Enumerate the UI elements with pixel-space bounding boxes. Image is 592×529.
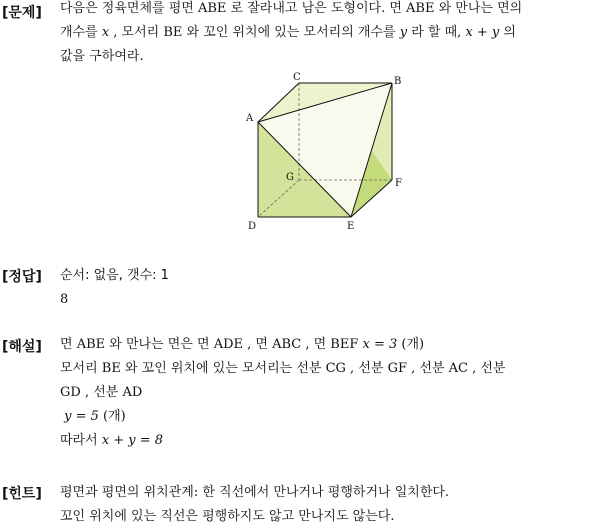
solution-line-5 [60,429,586,453]
problem-line-1: 다음은 정육면체를 평면 ABE 로 잘라내고 남은 도형이다. 면 ABE 와 만나는 면의 [60,1,523,16]
vertex-label-g: G [286,172,294,183]
solution-line-2: 모서리 BE 와 꼬인 위치에 있는 모서리는 선분 CG , 선분 GF , 선분 AC , 선분 [60,361,506,376]
vertex-label-e: E [347,221,355,232]
expr-x-plus-y: x + y [465,25,500,40]
vertex-label-d: D [248,221,257,232]
var-y: y [399,25,408,40]
vertex-label-f: F [395,178,402,189]
answer-line-1: 순서: 없음, 갯수: 1 [60,268,169,283]
problem-line-3: 값을 구하여라. [60,49,144,64]
expr-sum: x + y = 8 [101,433,164,448]
problem-text [60,0,586,69]
text-segment: 개수를 [60,25,102,40]
vertex-label-b: B [394,76,402,87]
hint-line-1: 평면과 평면의 위치관계: 한 직선에서 만나거나 평행하거나 일치한다. [60,485,450,500]
solution-text [60,333,586,453]
hint-line-2: 꼬인 위치에 있는 직선은 평행하지도 않고 만나지도 않는다. [60,509,395,524]
solution-line-3: GD , 선분 AD [60,385,143,400]
expr-x-equals: x = 3 [362,337,398,352]
text-segment: 라 할 때, [407,25,466,40]
solution-line-4 [60,405,586,429]
solution-label: [해설] [2,339,42,355]
answer-text [60,264,586,312]
answer-label: [정답] [2,269,42,285]
vertex-label-a: A [246,113,254,124]
solution-line-1 [60,333,586,357]
text-segment: 의 [499,25,516,40]
cut-cube-figure [240,70,410,235]
text-segment: (개) [397,337,425,352]
hint-label: [힌트] [2,486,42,502]
answer-line-2: 8 [60,292,69,307]
text-segment: 따라서 [60,433,102,448]
vertex-label-c: C [293,72,301,83]
hint-text [60,481,586,529]
text-segment: 면 ABE 와 만나는 면은 면 ADE , 면 ABC , 면 BEF [60,337,363,352]
expr-y-equals: y = 5 [64,409,99,424]
var-x: x [101,25,110,40]
problem-line-2 [60,21,586,45]
text-segment: , 모서리 BE 와 꼬인 위치에 있는 모서리의 개수를 [109,25,400,40]
text-segment: (개) [98,409,126,424]
problem-label: [문제] [2,5,42,21]
